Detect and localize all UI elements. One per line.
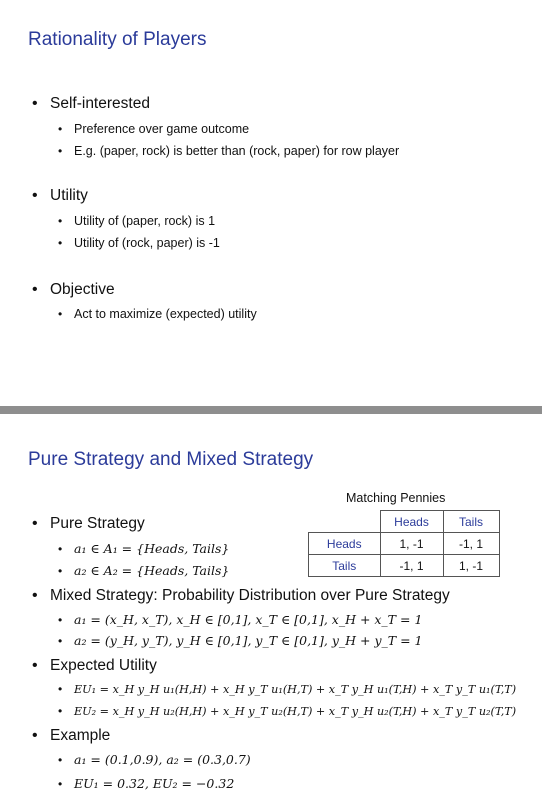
payoff-cell: -1, 1 — [443, 533, 499, 555]
formula-line: • EU₂ = x_H y_H u₂(H,H) + x_H y_T u₂(H,T) + x_T y_H u₂(T,H) + x_T y_T u₂(T,T) — [58, 704, 517, 718]
formula-line: • a₁ = (0.1,0.9), a₂ = (0.3,0.7) — [58, 752, 251, 767]
row-header: Heads — [309, 533, 381, 555]
formula-line: • EU₁ = 0.32, EU₂ = −0.32 — [58, 776, 235, 791]
payoff-table — [308, 510, 500, 577]
bullet-expected-utility: • Expected Utility — [32, 657, 157, 674]
row-header: Tails — [309, 555, 381, 577]
slide-title: Pure Strategy and Mixed Strategy — [28, 449, 314, 470]
slide-divider — [0, 406, 542, 414]
payoff-cell: -1, 1 — [380, 555, 443, 577]
formula-line: • a₂ = (y_H, y_T), y_H ∈ [0,1], y_T ∈ [0,1], y_H + y_T = 1 — [58, 633, 423, 648]
slide-title: Rationality of Players — [28, 29, 207, 50]
table-title: Matching Pennies — [346, 491, 446, 505]
sub-bullet: • Act to maximize (expected) utility — [58, 307, 257, 321]
sub-bullet: • Preference over game outcome — [58, 122, 250, 136]
payoff-cell: 1, -1 — [443, 555, 499, 577]
bullet-pure-strategy: • Pure Strategy — [32, 515, 145, 532]
bullet-objective: • Objective — [32, 281, 115, 298]
sub-bullet: • E.g. (paper, rock) is better than (rock, paper) for row player — [58, 144, 400, 158]
bullet-mixed-strategy: • Mixed Strategy: Probability Distribution over Pure Strategy — [32, 587, 450, 604]
formula-line: • a₁ ∈ A₁ = {Heads, Tails} — [58, 541, 230, 556]
bullet-utility: • Utility — [32, 187, 88, 204]
slide-strategies — [0, 414, 542, 806]
col-header: Heads — [380, 511, 443, 533]
sub-bullet: • Utility of (paper, rock) is 1 — [58, 214, 216, 228]
sub-bullet: • Utility of (rock, paper) is -1 — [58, 236, 220, 250]
formula-line: • EU₁ = x_H y_H u₁(H,H) + x_H y_T u₁(H,T) + x_T y_H u₁(T,H) + x_T y_T u₁(T,T) — [58, 682, 517, 696]
bullet-self-interested: • Self-interested — [32, 95, 150, 112]
payoff-cell: 1, -1 — [380, 533, 443, 555]
formula-line: • a₂ ∈ A₂ = {Heads, Tails} — [58, 563, 230, 578]
col-header: Tails — [443, 511, 499, 533]
formula-line: • a₁ = (x_H, x_T), x_H ∈ [0,1], x_T ∈ [0,1], x_H + x_T = 1 — [58, 612, 423, 627]
bullet-example: • Example — [32, 727, 111, 744]
